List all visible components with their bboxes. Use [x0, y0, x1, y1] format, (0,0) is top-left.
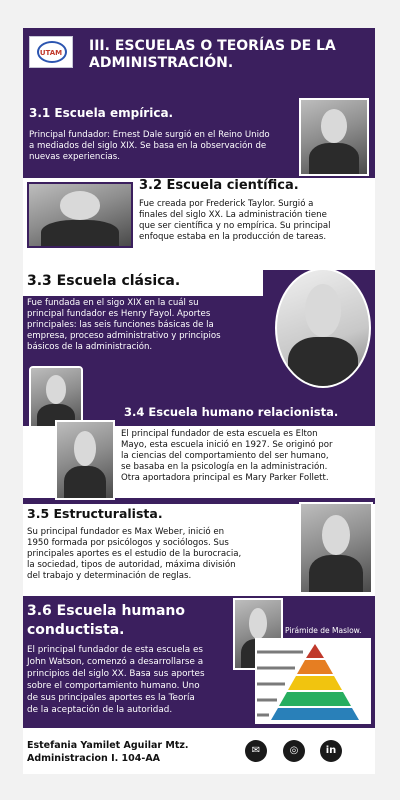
section-text-humano-relacionista: El principal fundador de esta escuela es Elton Mayo, esta escuela inició en 1927. Se originó por la ciencias del comportamiento del ser humano, se basaba en la psicología en la administración. Otra aportadora principal es Mary Parker Follett. [121, 429, 333, 483]
section-heading-estructuralista: 3.5 Estructuralista. [27, 506, 163, 521]
section-text-cientifica: Fue creada por Frederick Taylor. Surgió a finales del siglo XX. La administración tiene que ser científica y no empírica. Su principal enfoque estaba en la producción de tareas. [139, 199, 331, 242]
section-text-estructuralista: Su principal fundador es Max Weber, inició en 1950 formada por psicólogos y sociólogos. Sus principales aportes es el estudio de la burocracia, la sociedad, tipos de autoridad, máxima división del trabajo y determinación de reglas. [27, 527, 242, 581]
portrait-elton-mayo [55, 420, 115, 500]
instagram-icon[interactable]: ◎ [283, 740, 305, 762]
infographic-poster [23, 28, 375, 774]
section-text-clasica: Fue fundada en el sigo XIX en la cuál su principal fundador es Henry Fayol. Aportes principales: las seis funciones básicas de la empresa, proceso administrativo y principios básicos de la administración. [27, 298, 221, 352]
footer [23, 728, 375, 774]
section-text-empirica: Principal fundador: Ernest Dale surgió en el Reino Unido a mediados del siglo XIX. Se basa en la observación de nuevas experiencias. [29, 130, 270, 162]
page-title: III. ESCUELAS O TEORÍAS DE LA ADMINISTRACIÓN. [89, 38, 336, 71]
section-heading-cientifica: 3.2 Escuela científica. [139, 178, 299, 193]
section-heading-humano-relacionista: 3.4 Escuela humano relacionista. [124, 405, 339, 419]
email-icon[interactable]: ✉ [245, 740, 267, 762]
author-info: Estefania Yamilet Aguilar Mtz. Administracion I. 104-AA [27, 740, 189, 764]
portrait-ernest-dale [299, 98, 369, 176]
section-text-humano-conductista: El principal fundador de esta escuela es John Watson, comenzó a desarrollarse a principios del siglo XX. Basa sus aportes sobre el comportamiento humano. Uno de sus principales aportes es la Teoría de la aceptación de la autoridad. [27, 645, 205, 715]
maslow-caption: Pirámide de Maslow. [285, 626, 362, 635]
section-heading-clasica: 3.3 Escuela clásica. [27, 273, 181, 289]
section-heading-empirica: 3.1 Escuela empírica. [29, 106, 174, 120]
portrait-frederick-taylor [27, 182, 133, 248]
university-logo: UTAM [29, 36, 73, 68]
portrait-max-weber [299, 502, 373, 594]
section-heading-humano-conductista: 3.6 Escuela humano conductista. [27, 603, 186, 638]
maslow-pyramid-image [255, 638, 371, 724]
portrait-henry-fayol [275, 268, 371, 388]
linkedin-icon[interactable]: in [320, 740, 342, 762]
